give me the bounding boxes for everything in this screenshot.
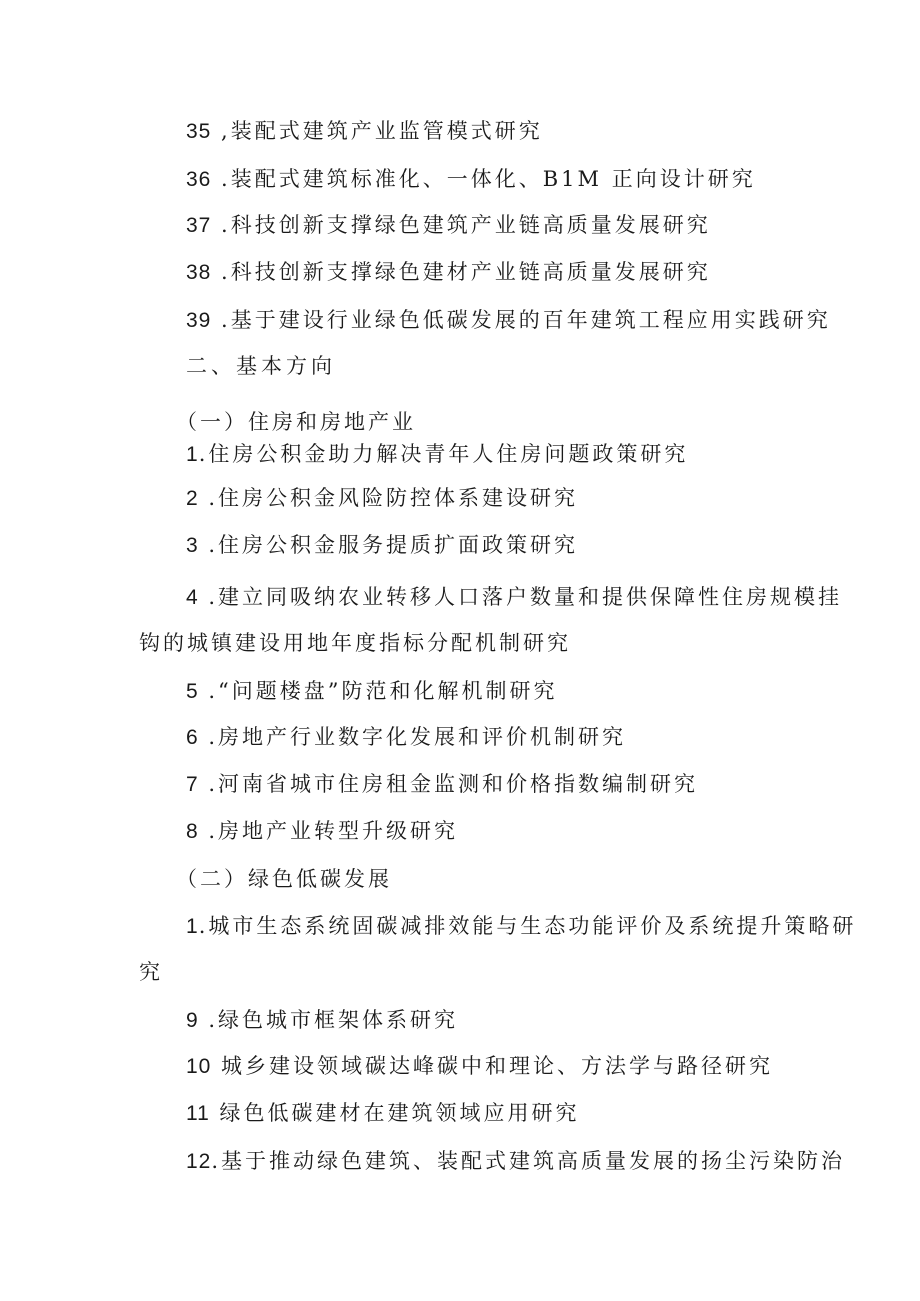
item-number: 12 xyxy=(186,1150,212,1173)
list-item xyxy=(186,258,711,287)
item-text: 装配式建筑产业监管模式研究 xyxy=(230,119,543,143)
item-separator: . xyxy=(198,725,219,749)
list-item xyxy=(186,770,698,799)
list-item xyxy=(186,440,688,469)
list-item xyxy=(186,531,578,560)
item-number: 1 xyxy=(186,443,199,466)
list-item xyxy=(186,484,578,513)
subsection-heading: （一）住房和房地产业 xyxy=(176,410,416,434)
subsection-heading: （二）绿色低碳发展 xyxy=(176,867,392,891)
list-item-continuation: 究 xyxy=(139,960,163,984)
list-item xyxy=(186,165,756,194)
item-number: 1 xyxy=(186,915,199,938)
item-number: 9 xyxy=(186,1009,199,1032)
item-number: 10 xyxy=(186,1055,212,1078)
list-item xyxy=(186,1099,580,1128)
item-text: 装配式建筑标准化、一体化、B1M 正向设计研究 xyxy=(230,167,756,191)
item-separator: . xyxy=(211,167,231,191)
item-number: 37 xyxy=(186,214,212,237)
item-number: 36 xyxy=(186,168,212,191)
item-text: 科技创新支撑绿色建材产业链高质量发展研究 xyxy=(230,260,711,284)
item-text: 建立同吸纳农业转移人口落户数量和提供保障性住房规模挂 xyxy=(218,585,843,609)
section-heading: 二、基本方向 xyxy=(186,354,336,378)
item-number: 5 xyxy=(186,680,199,703)
item-number: 4 xyxy=(186,586,199,609)
list-item xyxy=(186,1052,773,1081)
item-number: 2 xyxy=(186,487,199,510)
item-text: 基于推动绿色建筑、装配式建筑高质量发展的扬尘污染防治 xyxy=(221,1149,846,1173)
item-number: 38 xyxy=(186,261,212,284)
item-text: 绿色城市框架体系研究 xyxy=(218,1008,459,1032)
item-text: “问题楼盘”防范和化解机制研究 xyxy=(218,679,558,703)
list-item xyxy=(186,1147,845,1176)
item-text: 城市生态系统固碳减排效能与生态功能评价及系统提升策略研 xyxy=(208,914,857,938)
list-item xyxy=(186,677,558,706)
item-separator: . xyxy=(198,819,219,843)
item-separator: . xyxy=(211,308,231,332)
list-item xyxy=(186,211,711,240)
item-text: 基于建设行业绿色低碳发展的百年建筑工程应用实践研究 xyxy=(230,308,831,332)
item-number: 35 xyxy=(186,120,212,143)
item-text: 住房公积金助力解决青年人住房问题政策研究 xyxy=(208,442,689,466)
item-separator: . xyxy=(211,213,231,237)
item-text: 绿色低碳建材在建筑领域应用研究 xyxy=(219,1101,580,1125)
list-item xyxy=(186,723,626,752)
item-separator: . xyxy=(198,1008,219,1032)
item-separator: . xyxy=(198,679,219,703)
item-separator: . xyxy=(198,772,219,796)
list-item xyxy=(186,912,856,941)
item-text: 河南省城市住房租金监测和价格指数编制研究 xyxy=(218,772,699,796)
list-item xyxy=(186,817,458,846)
item-separator xyxy=(211,1054,221,1078)
item-number: 8 xyxy=(186,820,199,843)
item-separator: . xyxy=(211,260,231,284)
item-separator: , xyxy=(211,119,231,143)
item-number: 6 xyxy=(186,726,199,749)
item-number: 7 xyxy=(186,773,199,796)
item-text: 房地产行业数字化发展和评价机制研究 xyxy=(218,725,627,749)
item-separator: . xyxy=(211,1149,222,1173)
item-separator: . xyxy=(198,533,219,557)
list-item xyxy=(186,1006,458,1035)
item-text: 住房公积金服务提质扩面政策研究 xyxy=(218,533,579,557)
list-item xyxy=(186,117,543,146)
item-separator xyxy=(210,1101,220,1125)
item-separator: . xyxy=(198,585,219,609)
item-separator: . xyxy=(198,914,209,938)
item-number: 3 xyxy=(186,534,199,557)
list-item xyxy=(186,583,842,612)
item-text: 科技创新支撑绿色建筑产业链高质量发展研究 xyxy=(230,213,711,237)
item-separator: . xyxy=(198,486,219,510)
item-number: 39 xyxy=(186,309,212,332)
list-item-continuation: 钩的城镇建设用地年度指标分配机制研究 xyxy=(139,631,571,655)
item-text: 住房公积金风险防控体系建设研究 xyxy=(218,486,579,510)
list-item xyxy=(186,306,831,335)
item-text: 城乡建设领域碳达峰碳中和理论、方法学与路径研究 xyxy=(221,1054,774,1078)
item-separator: . xyxy=(198,442,209,466)
item-text: 房地产业转型升级研究 xyxy=(218,819,459,843)
item-number: 11 xyxy=(186,1102,210,1125)
